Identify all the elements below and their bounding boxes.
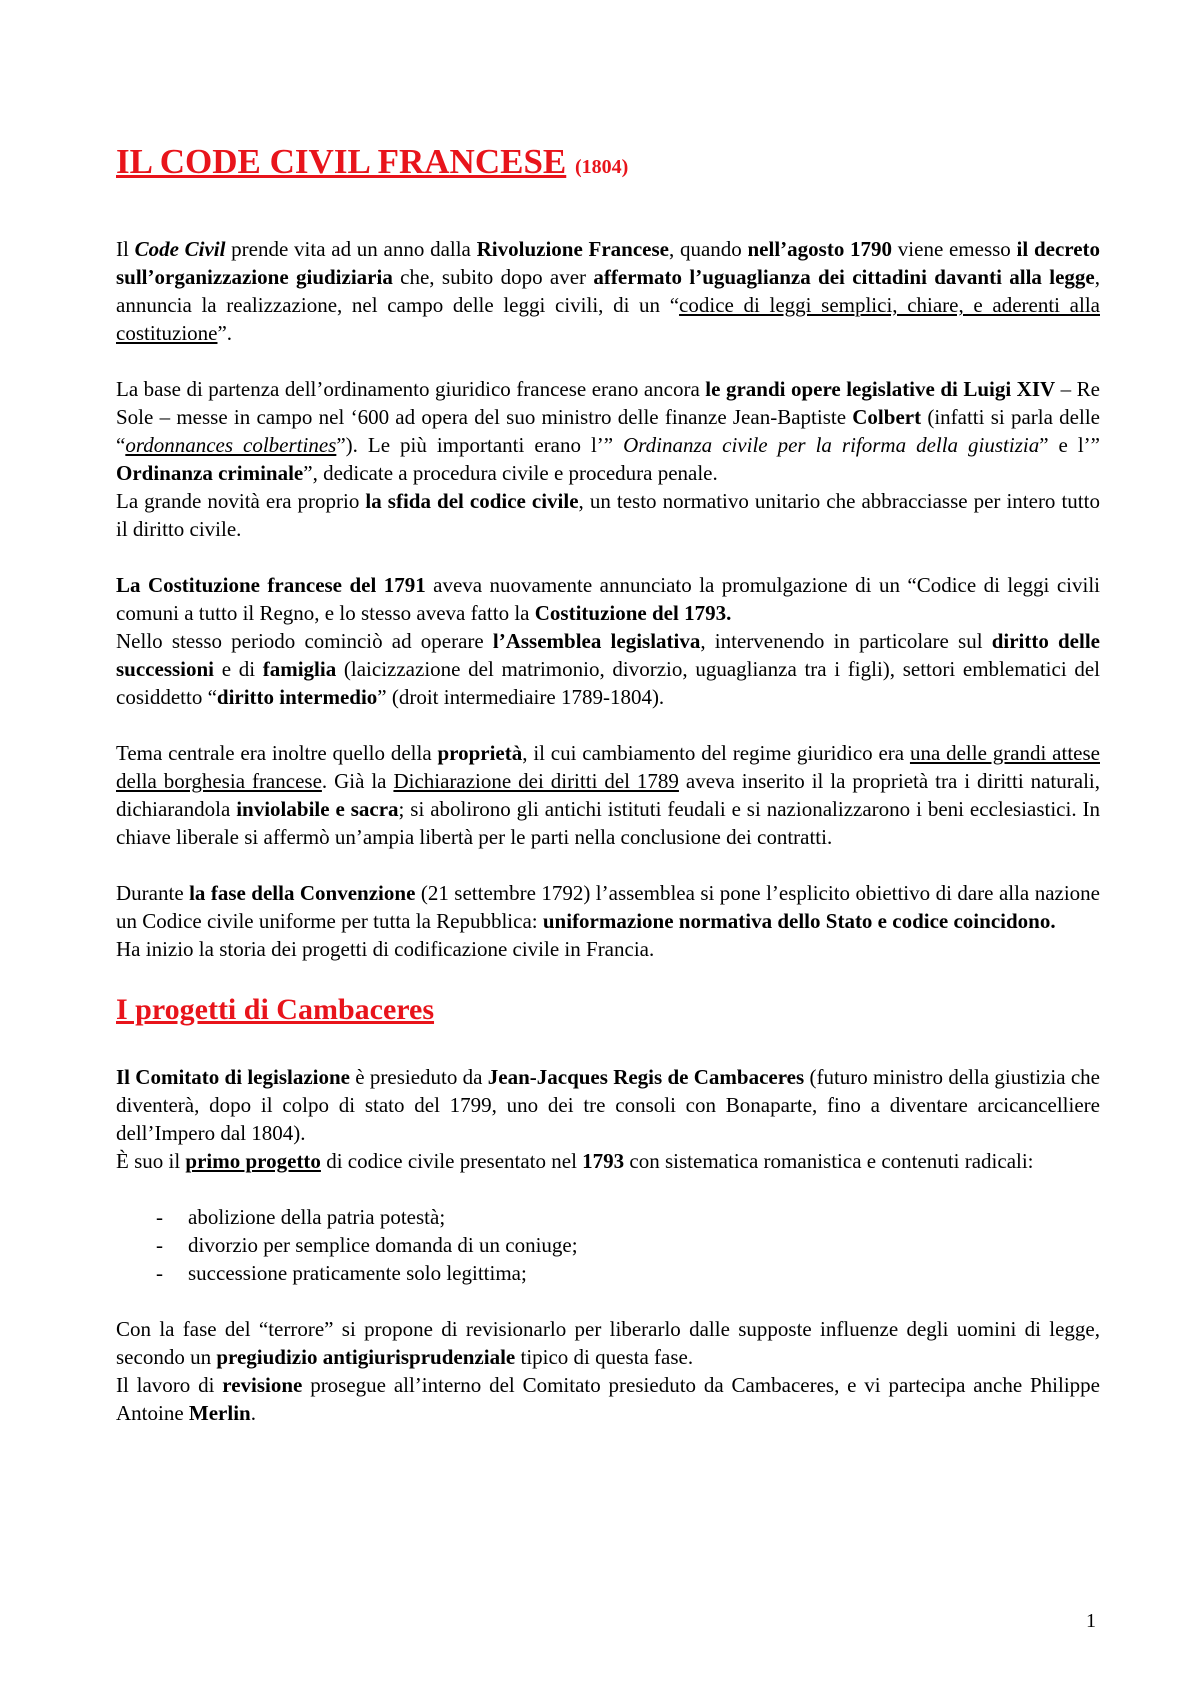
text-run: diritto intermedio	[216, 685, 378, 709]
paragraph-costituzione-1791	[116, 571, 1100, 627]
text-run: tipico di questa fase.	[515, 1345, 694, 1369]
text-run: È suo il	[116, 1149, 186, 1173]
radical-contents-list	[116, 1203, 1100, 1287]
text-run: (futuro ministro della giustizia che diventerà, dopo il colpo di stato del 1799, uno dei tre consoli con Bonaparte, fino a diventare arcicancelliere dell’Impero dal 1804).	[116, 1065, 1100, 1145]
text-run: .	[250, 1401, 256, 1425]
text-run: (21 settembre 1792) l’assemblea si pone l’esplicito obiettivo di dare alla nazione un Codice civile uniforme per tutta la Repubblica:	[116, 881, 1100, 933]
text-run: (laicizzazione del matrimonio, divorzio, uguaglianza tra i figli), settori emblematici del cosiddetto “	[116, 657, 1101, 709]
text-run: , il cui cambiamento del regime giuridico era	[522, 741, 910, 765]
text-run: Il	[116, 237, 135, 261]
text-run: nell’agosto 1790	[747, 237, 893, 261]
list-item-text: abolizione della patria potestà;	[188, 1205, 446, 1229]
text-run: ”.	[217, 321, 233, 345]
text-run: inviolabile e sacra	[236, 797, 399, 821]
text-run: famiglia	[262, 657, 337, 681]
paragraph-inizio-storia: Ha inizio la storia dei progetti di codificazione civile in Francia.	[116, 937, 655, 961]
text-run: La base di partenza dell’ordinamento giuridico francese erano ancora	[116, 377, 706, 401]
text-run: le grandi opere legislative di Luigi XIV	[705, 377, 1056, 401]
text-run: Tema centrale era inoltre quello della	[116, 741, 438, 765]
text-run: prosegue all’interno del Comitato presieduto da Cambaceres, e vi partecipa anche Philippe Antoine	[116, 1373, 1100, 1425]
text-run: viene emesso	[892, 237, 1017, 261]
list-dash-marker: -	[156, 1205, 163, 1229]
text-run: 1793	[582, 1149, 625, 1173]
text-run: – Re Sole – messe in campo nel ‘600 ad opera del suo ministro delle finanze Jean-Baptiste	[116, 377, 1100, 429]
paragraph-terrore	[116, 1315, 1100, 1371]
text-run: Durante	[116, 881, 190, 905]
paragraph-grande-novita	[116, 487, 1100, 543]
text-run: la fase della Convenzione	[189, 881, 416, 905]
text-run: Ordinanza criminale	[116, 461, 304, 485]
text-run: aveva nuovamente annunciato la promulgazione di un “Codice di leggi civili comuni a tutto il Regno, e lo stesso aveva fatto la	[116, 573, 1100, 625]
text-run: affermato l’uguaglianza dei cittadini davanti alla legge	[593, 265, 1095, 289]
text-run: una delle grandi attese della borghesia francese	[116, 741, 1100, 793]
text-run: la sfida del codice civile	[365, 489, 579, 513]
text-run: , un testo normativo unitario che abbracciasse per intero tutto il diritto civile.	[116, 489, 1100, 541]
list-item	[116, 1231, 1100, 1259]
text-run: Jean-Jacques Regis de Cambaceres	[487, 1065, 805, 1089]
title-year: (1804)	[575, 156, 629, 178]
paragraph-revisione	[116, 1371, 1100, 1427]
text-run: aveva inserito il la proprietà tra i diritti naturali, dichiarandola	[116, 769, 1100, 821]
text-run: con sistematica romanistica e contenuti radicali:	[624, 1149, 1034, 1173]
text-run: revisione	[222, 1373, 303, 1397]
text-run: ”, dedicate a procedura civile e procedura penale.	[303, 461, 718, 485]
text-run: ; si abolirono gli antichi istituti feudali e si nazionalizzarono i beni ecclesiastici. In chiave liberale si affermò un’ampia libertà per le parti nella conclusione dei contratti.	[116, 797, 1100, 849]
text-run: codice di leggi semplici, chiare, e aderenti alla costituzione	[116, 293, 1100, 345]
text-run: prende vita ad un anno dalla	[225, 237, 477, 261]
paragraph-code-civil-origin	[116, 235, 1100, 347]
text-run: di codice civile presentato nel	[320, 1149, 583, 1173]
text-run: uniformazione normativa dello Stato e codice coincidono.	[542, 909, 1056, 933]
paragraph-base-ordinamento	[116, 375, 1100, 487]
text-run: primo progetto	[185, 1149, 321, 1173]
text-run: Costituzione del 1793.	[534, 601, 732, 625]
list-item	[116, 1203, 1100, 1231]
text-run: (infatti si parla delle “	[116, 405, 1100, 457]
text-run: Ordinanza civile per la riforma della giustizia	[623, 433, 1040, 457]
text-run: Merlin	[188, 1401, 251, 1425]
text-run: Colbert	[852, 405, 922, 429]
page-number: 1	[1086, 1610, 1096, 1632]
text-run: Dichiarazione dei diritti del 1789	[393, 769, 679, 793]
paragraph-primo-progetto	[116, 1147, 1100, 1175]
text-run: ” (droit intermediaire 1789-1804).	[377, 685, 665, 709]
paragraph-comitato-legislazione	[116, 1063, 1100, 1147]
text-run: è presieduto da	[350, 1065, 488, 1089]
section-heading-cambaceres: I progetti di Cambaceres	[116, 993, 435, 1026]
text-run: ordonnances colbertines	[125, 433, 337, 457]
text-run: La Costituzione francese del 1791	[116, 573, 426, 597]
page-content	[116, 140, 1100, 1427]
text-run: pregiudizio antigiurisprudenziale	[216, 1345, 516, 1369]
page-title	[116, 140, 1100, 189]
list-item-text: successione praticamente solo legittima;	[188, 1261, 527, 1285]
text-run: Rivoluzione Francese	[476, 237, 669, 261]
text-run: , quando	[668, 237, 748, 261]
paragraph-assemblea-legislativa	[116, 627, 1100, 711]
text-run: ” e l’”	[1039, 433, 1100, 457]
list-item-text: divorzio per semplice domanda di un coniuge;	[188, 1233, 578, 1257]
text-run: il decreto sull’organizzazione giudiziaria	[116, 237, 1101, 289]
text-run: e di	[214, 657, 263, 681]
text-run: Nello stesso periodo cominciò ad operare	[116, 629, 493, 653]
list-item	[116, 1259, 1100, 1287]
text-run: ”). Le più importanti erano l’”	[336, 433, 624, 457]
text-run: proprietà	[437, 741, 523, 765]
paragraph-proprieta	[116, 739, 1100, 851]
text-run: l’Assemblea legislativa	[492, 629, 701, 653]
paragraph-convenzione	[116, 879, 1100, 935]
text-run: Code Civil	[134, 237, 226, 261]
text-run: , annuncia la realizzazione, nel campo delle leggi civili, di un “	[116, 265, 1100, 317]
text-run: che, subito dopo aver	[392, 265, 594, 289]
list-dash-marker: -	[156, 1233, 163, 1257]
text-run: diritto delle successioni	[116, 629, 1100, 681]
list-dash-marker: -	[156, 1261, 163, 1285]
text-run: La grande novità era proprio	[116, 489, 366, 513]
text-run: Il Comitato di legislazione	[116, 1065, 350, 1089]
text-run: , intervenendo in particolare sul	[700, 629, 992, 653]
text-run: Il lavoro di	[116, 1373, 223, 1397]
title-main: IL CODE CIVIL FRANCESE	[116, 142, 567, 181]
text-run: Con la fase del “terrore” si propone di revisionarlo per liberarlo dalle supposte influenze degli uomini di legge, secondo un	[116, 1317, 1100, 1369]
text-run: . Già la	[321, 769, 394, 793]
